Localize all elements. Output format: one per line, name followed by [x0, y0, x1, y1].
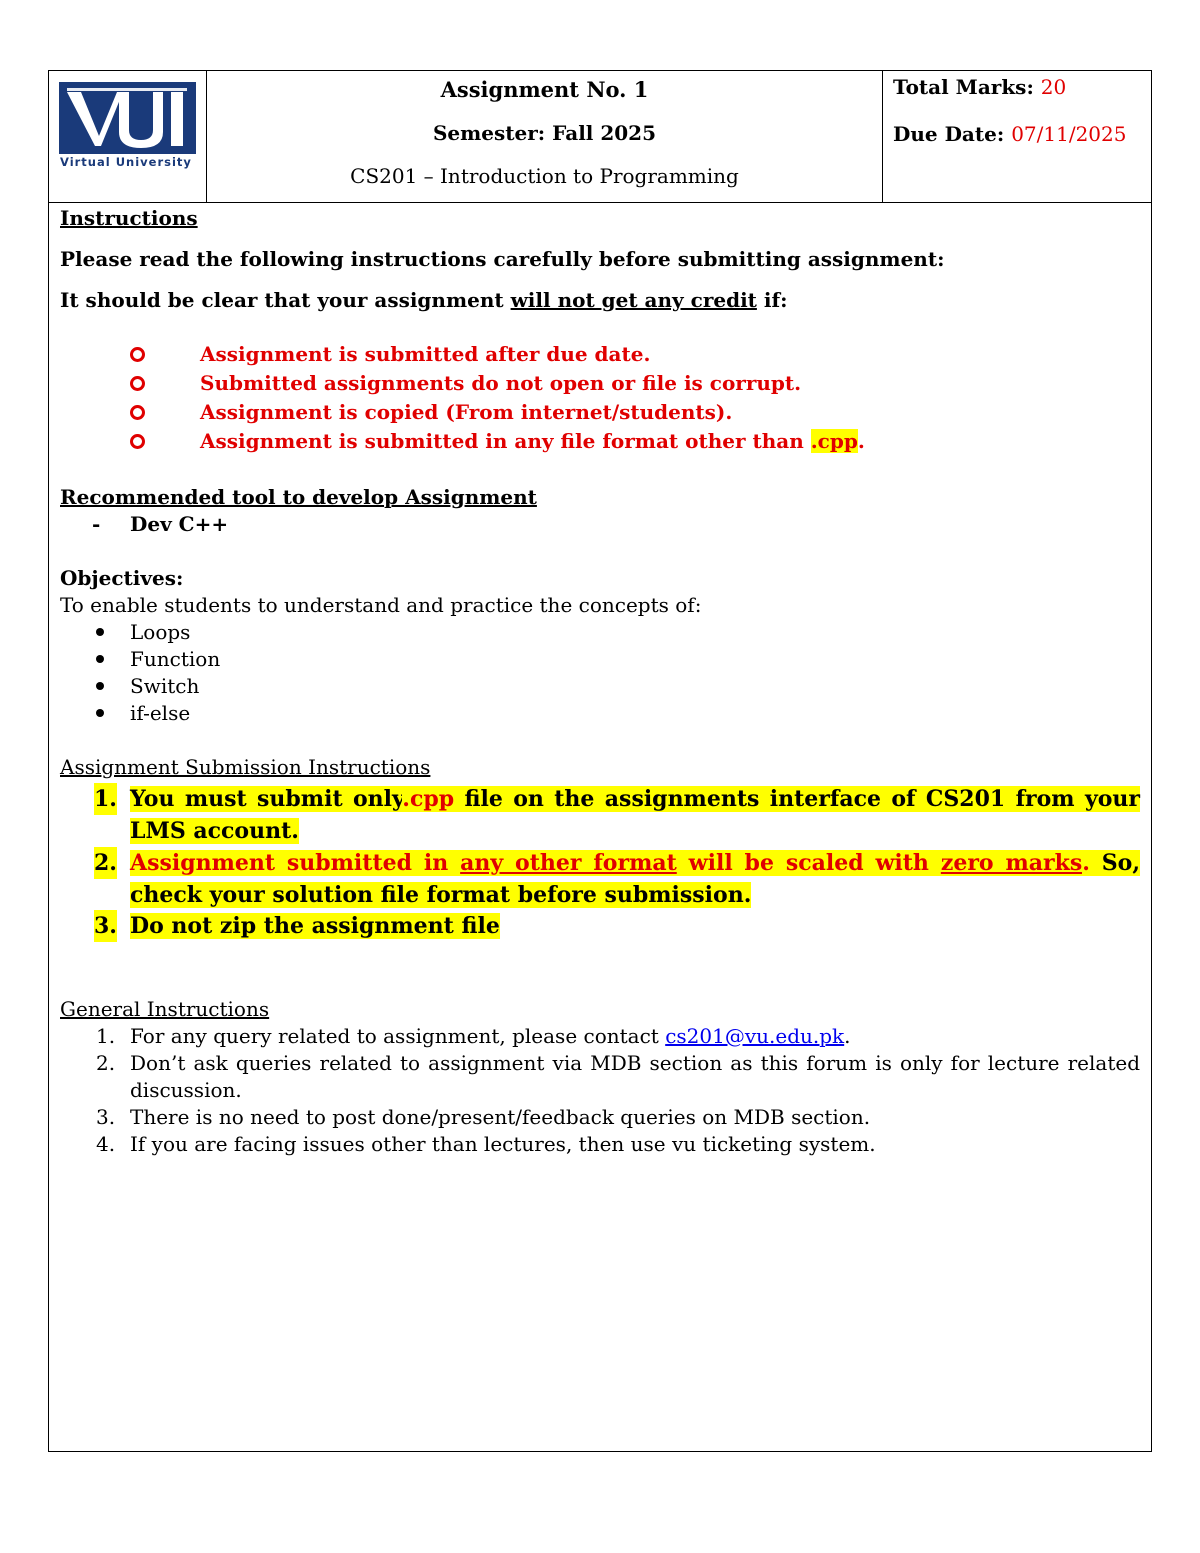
objective-item: if-else	[96, 701, 104, 725]
item-number: 4.	[96, 1132, 116, 1156]
no-credit-text: Assignment is submitted in any file format other than	[200, 429, 811, 453]
tool-dash: -	[92, 512, 101, 536]
due-date	[893, 122, 1126, 146]
total-marks-label: Total Marks:	[893, 75, 1034, 99]
objective-item: Loops	[96, 620, 104, 644]
objectives-intro: To enable students to understand and practice the concepts of:	[60, 593, 702, 617]
credit-suffix: if:	[756, 288, 788, 312]
objective-item: Switch	[96, 674, 104, 698]
circle-bullet-icon	[130, 405, 145, 420]
item1-suffix: .	[844, 1024, 851, 1048]
instructions-intro: Please read the following instructions carefully before submitting assignment:	[60, 247, 945, 271]
title-cell	[207, 71, 883, 202]
contact-email-link[interactable]: cs201@vu.edu.pk	[665, 1024, 845, 1048]
credit-prefix: It should be clear that your assignment	[60, 288, 511, 312]
item1-prefix: You must submit only	[130, 786, 403, 812]
item-number: 2.	[94, 847, 117, 879]
item2-part2: will be scaled with	[676, 850, 941, 876]
item4-text: If you are facing issues other than lectures, then use vu ticketing system.	[130, 1132, 876, 1156]
bullet-icon	[96, 682, 104, 690]
general-heading: General Instructions	[60, 997, 270, 1021]
circle-bullet-icon	[130, 347, 145, 362]
tool-heading: Recommended tool to develop Assignment	[60, 485, 537, 509]
item-number: 3.	[96, 1105, 116, 1129]
item-number: 1.	[96, 1024, 116, 1048]
no-credit-item: Submitted assignments do not open or file is corrupt.	[130, 371, 145, 395]
due-date-label: Due Date:	[893, 122, 1005, 146]
vu-logo	[59, 82, 196, 154]
assignment-title: Assignment No. 1	[440, 77, 649, 102]
item2-part4: So, check your solution file format before submission.	[130, 850, 1141, 908]
item2-text: Don’t ask queries related to assignment via MDB section as this forum is only for lecture related discussion.	[130, 1051, 1140, 1102]
cpp-period: .	[857, 429, 865, 453]
circle-bullet-icon	[130, 376, 145, 391]
item1-suffix: file on the assignments interface of CS201 from your LMS account.	[130, 786, 1140, 844]
total-marks-value: 20	[1040, 75, 1067, 99]
credit-warning	[60, 288, 787, 312]
item-number: 2.	[96, 1051, 116, 1075]
tool-item: Dev C++	[130, 512, 229, 536]
item1-prefix: For any query related to assignment, please contact	[130, 1024, 666, 1048]
total-marks	[893, 75, 1066, 99]
marks-cell	[883, 71, 1153, 202]
instructions-heading: Instructions	[60, 206, 198, 230]
bullet-icon	[96, 709, 104, 717]
no-credit-item: Assignment is submitted after due date.	[130, 342, 145, 366]
logo-cell	[49, 71, 207, 202]
circle-bullet-icon	[130, 434, 145, 449]
credit-underlined: will not get any credit	[510, 288, 757, 312]
item-number: 3.	[94, 910, 117, 942]
assignment-frame	[48, 70, 1152, 1452]
item2-underline2: zero marks	[940, 850, 1083, 876]
objective-item: Function	[96, 647, 104, 671]
course-title: CS201 – Introduction to Programming	[350, 164, 739, 188]
no-credit-item: Assignment is copied (From internet/students).	[130, 400, 145, 424]
cpp-highlight: .cpp	[810, 429, 858, 453]
item3-text: There is no need to post done/present/feedback queries on MDB section.	[130, 1105, 871, 1129]
objectives-heading: Objectives:	[60, 566, 184, 590]
item2-part1: Assignment submitted in	[130, 850, 461, 876]
bullet-icon	[96, 655, 104, 663]
due-date-value: 07/11/2025	[1011, 122, 1127, 146]
bullet-icon	[96, 628, 104, 636]
no-credit-item	[130, 429, 865, 453]
submission-heading: Assignment Submission Instructions	[60, 755, 431, 779]
item2-underline1: any other format	[460, 850, 677, 876]
logo-caption: Virtual University	[60, 155, 192, 169]
item2-part3: .	[1082, 850, 1090, 876]
semester-label: Semester: Fall 2025	[432, 121, 657, 145]
item3-text: Do not zip the assignment file	[130, 913, 500, 939]
item-number: 1.	[94, 783, 117, 815]
item1-ext: .cpp	[402, 786, 455, 812]
header-table	[49, 71, 1151, 203]
